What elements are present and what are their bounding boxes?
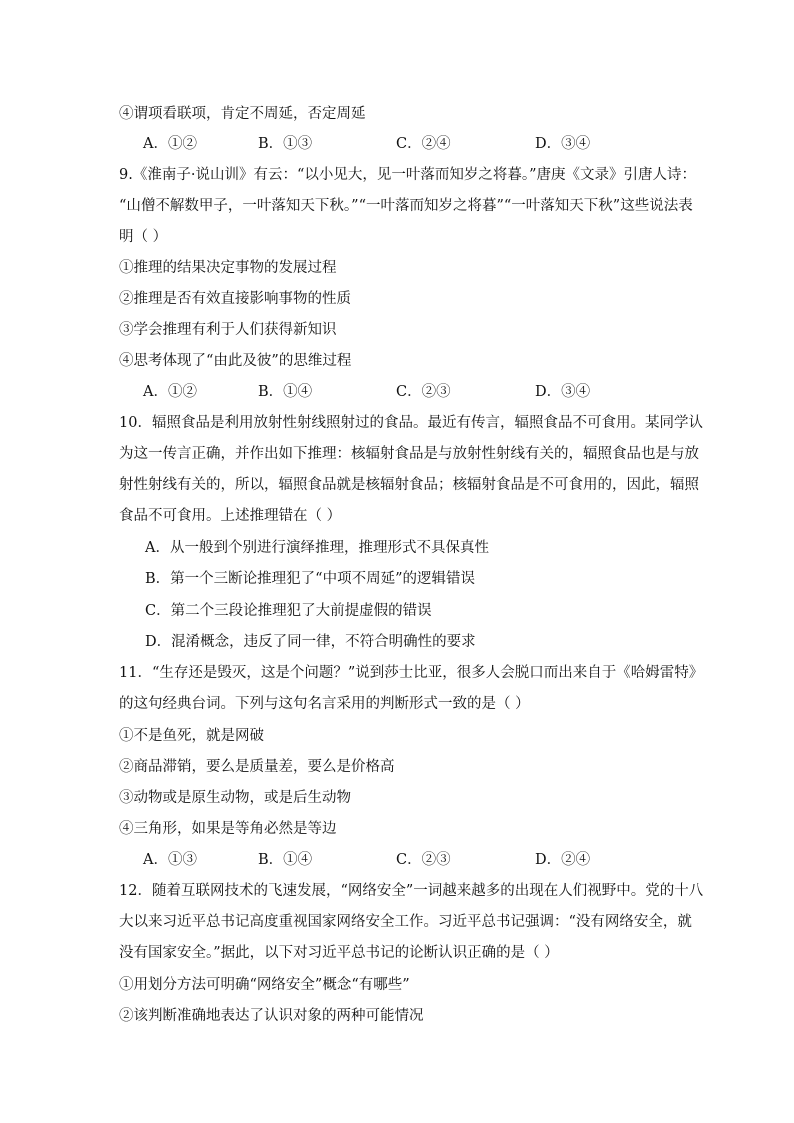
q9-option-b: B．①④ bbox=[258, 384, 313, 400]
q11-stem-line-2: 的这句经典台词。下列与这句名言采用的判断形式一致的是（ ） bbox=[119, 696, 530, 712]
q9-item-1: ①推理的结果决定事物的发展过程 bbox=[119, 260, 337, 276]
q12-stem-line-1: 12．随着互联网技术的飞速发展，“网络安全”一词越来越多的出现在人们视野中。党的十八 bbox=[119, 883, 704, 899]
q12-item-1: ①用划分方法可明确“网络安全”概念“有哪些” bbox=[119, 977, 410, 993]
q8-option-b: B．①③ bbox=[258, 136, 313, 152]
q11-option-a: A．①③ bbox=[143, 852, 197, 868]
q10-option-c: C．第二个三段论推理犯了大前提虚假的错误 bbox=[145, 603, 432, 619]
q10-stem-line-4: 食品不可食用。上述推理错在（ ） bbox=[119, 508, 342, 524]
q9-item-3: ③学会推理有利于人们获得新知识 bbox=[119, 322, 337, 338]
q10-stem-line-1: 10．辐照食品是利用放射性射线照射过的食品。最近有传言，辐照食品不可食用。某同学认 bbox=[119, 415, 703, 431]
q8-option-a: A．①② bbox=[143, 136, 197, 152]
q9-option-d: D．③④ bbox=[535, 384, 591, 400]
q8-item-4: ④谓项看联项，肯定不周延，否定周延 bbox=[119, 106, 366, 122]
q11-item-3: ③动物或是原生动物，或是后生动物 bbox=[119, 790, 351, 806]
q10-stem-line-3: 射性射线有关的，所以，辐照食品就是核辐射食品；核辐射食品是不可食用的，因此，辐照 bbox=[119, 477, 699, 493]
q8-option-c: C．②④ bbox=[396, 136, 451, 152]
q12-stem-line-3: 没有国家安全。”据此，以下对习近平总书记的论断认识正确的是（ ） bbox=[119, 945, 559, 961]
q9-item-2: ②推理是否有效直接影响事物的性质 bbox=[119, 291, 351, 307]
q11-item-2: ②商品滞销，要么是质量差，要么是价格高 bbox=[119, 759, 395, 775]
q12-stem-line-2: 大以来习近平总书记高度重视国家网络安全工作。习近平总书记强调：“没有网络安全，就 bbox=[119, 914, 692, 930]
q10-option-b: B．第一个三断论推理犯了“中项不周延”的逻辑错误 bbox=[145, 571, 475, 587]
q11-option-b: B．①④ bbox=[258, 852, 313, 868]
q11-stem-line-1: 11．“生存还是毁灭，这是个问题？”说到莎士比亚，很多人会脱口而出来自于《哈姆雷特》 bbox=[119, 665, 704, 681]
q11-item-4: ④三角形，如果是等角必然是等边 bbox=[119, 821, 337, 837]
q11-option-c: C．②③ bbox=[396, 852, 451, 868]
q8-options bbox=[119, 134, 689, 154]
q8-option-d: D．③④ bbox=[535, 136, 591, 152]
q9-option-a: A．①② bbox=[143, 384, 197, 400]
q10-option-a: A．从一般到个别进行演绎推理，推理形式不具保真性 bbox=[145, 540, 489, 556]
q11-item-1: ①不是鱼死，就是网破 bbox=[119, 728, 264, 744]
q11-options bbox=[119, 850, 689, 870]
q9-item-4: ④思考体现了“由此及彼”的思维过程 bbox=[119, 353, 352, 369]
q9-stem-line-2: “山僧不解数甲子，一叶落知天下秋。”“一叶落而知岁之将暮”“一叶落知天下秋”这些说法表 bbox=[119, 198, 693, 214]
q10-stem-line-2: 为这一传言正确，并作出如下推理：核辐射食品是与放射性射线有关的，辐照食品也是与放 bbox=[119, 446, 699, 462]
q12-item-2: ②该判断准确地表达了认识对象的两种可能情况 bbox=[119, 1008, 424, 1024]
q9-stem-line-1: 9.《淮南子·说山训》有云：“以小见大，见一叶落而知岁之将暮。”唐庚《文录》引唐人诗： bbox=[119, 167, 697, 183]
q9-stem-line-3: 明（ ） bbox=[119, 229, 168, 245]
q10-option-d: D．混淆概念，违反了同一律，不符合明确性的要求 bbox=[145, 634, 476, 650]
q9-options bbox=[119, 382, 689, 402]
q11-option-d: D．②④ bbox=[535, 852, 591, 868]
q9-option-c: C．②③ bbox=[396, 384, 451, 400]
